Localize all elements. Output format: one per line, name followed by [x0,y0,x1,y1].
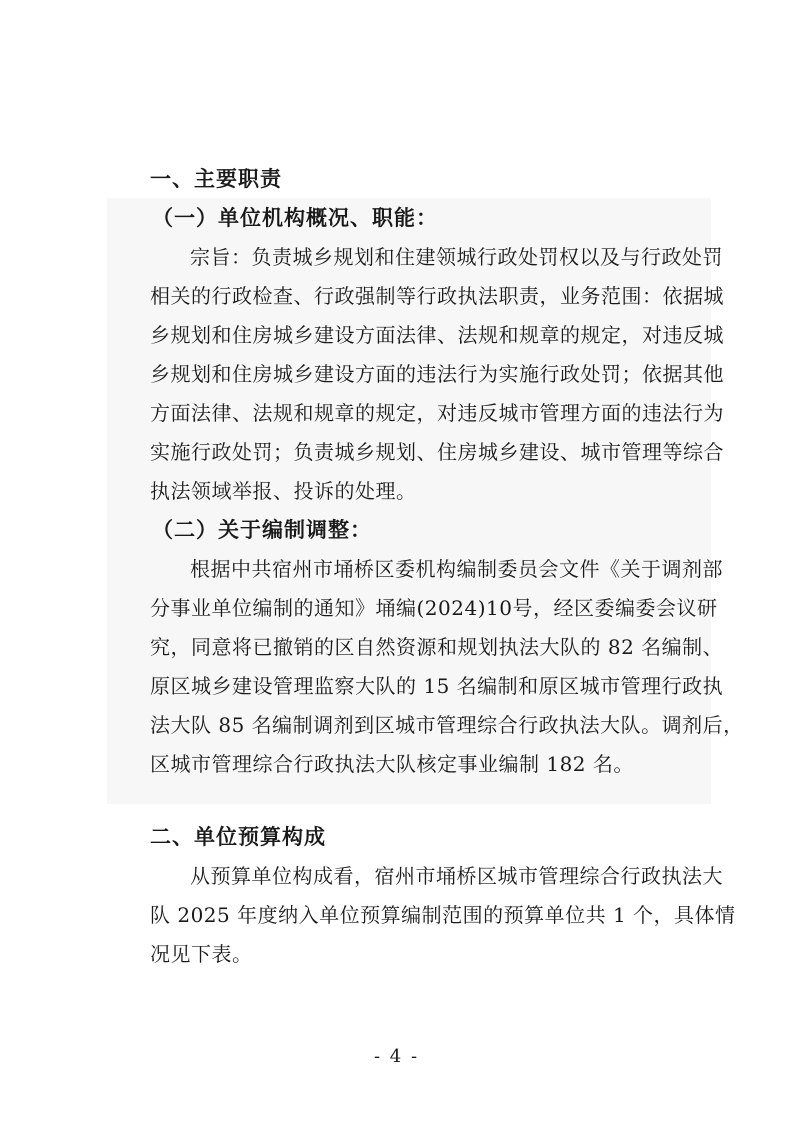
section-spacer [110,784,710,818]
paragraph-line: 究，同意将已撤销的区自然资源和规划执法大队的 82 名编制、 [150,635,724,659]
paragraph-line: 从预算单位构成看，宿州市埇桥区城市管理综合行政执法大 [190,864,723,888]
section1-sub1-paragraph [110,238,724,511]
section1-sub2-heading: （二）关于编制调整： [152,518,372,542]
paragraph-line: 执法领域举报、投诉的处理。 [150,479,417,503]
paragraph-line: 区城市管理综合行政执法大队核定事业编制 182 名。 [150,752,634,776]
document-body [110,160,744,974]
paragraph-line: 原区城乡建设管理监察大队的 15 名编制和原区城市管理行政执 [150,674,724,698]
paragraph-line: 相关的行政检查、行政强制等行政执法职责，业务范围：依据城 [150,284,724,308]
paragraph-line: 宗旨：负责城乡规划和住建领城行政处罚权以及与行政处罚 [190,245,723,269]
section1-sub1-heading: （一）单位机构概况、职能： [152,206,438,230]
section1-sub2-paragraph [110,550,744,784]
section2-paragraph [110,857,736,974]
paragraph-line: 乡规划和住房城乡建设方面的违法行为实施行政处罚；依据其他 [150,362,724,386]
paragraph-line: 乡规划和住房城乡建设方面法律、法规和规章的规定，对违反城 [150,323,724,347]
paragraph-line: 实施行政处罚；负责城乡规划、住房城乡建设、城市管理等综合 [150,440,724,464]
paragraph-line: 分事业单位编制的通知》埇编(2024)10号，经区委编委会议研 [150,596,718,620]
paragraph-line: 根据中共宿州市埇桥区委机构编制委员会文件《关于调剂部 [190,557,723,581]
page-number: - 4 - [373,1046,420,1067]
paragraph-line: 况见下表。 [150,942,253,966]
section2-heading: 二、单位预算构成 [150,825,326,849]
paragraph-line: 队 2025 年度纳入单位预算编制范围的预算单位共 1 个，具体情 [150,903,736,927]
section1-heading: 一、主要职责 [150,167,282,191]
paragraph-line: 方面法律、法规和规章的规定，对违反城市管理方面的违法行为 [150,401,724,425]
paragraph-line: 法大队 85 名编制调剂到区城市管理综合行政执法大队。调剂后， [150,713,744,737]
